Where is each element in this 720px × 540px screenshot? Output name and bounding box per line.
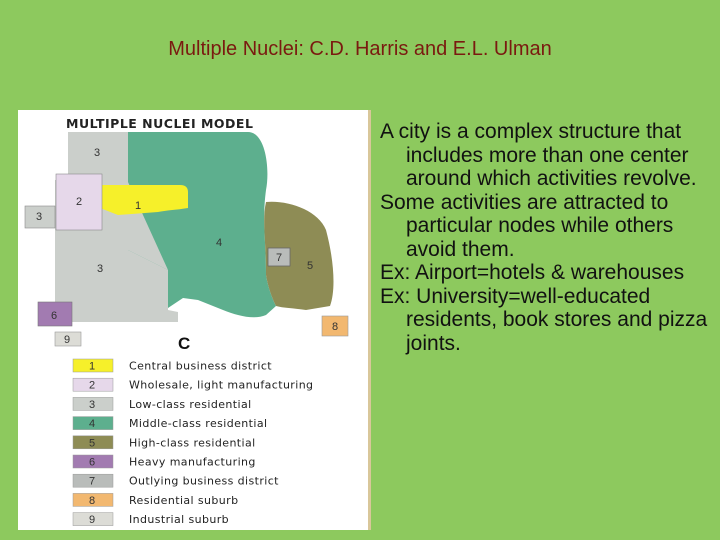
legend-row-1 — [73, 359, 272, 373]
legend-label-3: Low-class residential — [129, 397, 252, 411]
legend-label-1: Central business district — [129, 359, 273, 373]
legend-row-8 — [73, 493, 238, 507]
legend-row-7 — [73, 474, 279, 488]
label-zone-5: 5 — [307, 260, 314, 272]
label-zone-3-main: 3 — [97, 263, 104, 275]
paragraph-1: A city is a complex structure that includes more than one center around which activities revolve. — [380, 120, 697, 190]
label-zone-3-left: 3 — [36, 211, 43, 223]
label-zone-1: 1 — [135, 200, 142, 212]
label-zone-2: 2 — [76, 196, 83, 208]
legend-label-7: Outlying business district — [129, 474, 279, 488]
label-zone-6: 6 — [51, 310, 58, 322]
legend-number-9: 9 — [89, 514, 96, 527]
figure-title: MULTIPLE NUCLEI MODEL — [66, 116, 254, 131]
label-zone-4: 4 — [216, 237, 223, 249]
paragraph-4: Ex: University=well-educated residents, book stores and pizza joints. — [380, 284, 708, 355]
legend-label-8: Residential suburb — [129, 493, 239, 507]
legend-row-2 — [73, 378, 313, 392]
legend-label-2: Wholesale, light manufacturing — [129, 378, 314, 392]
label-zone-7: 7 — [276, 252, 283, 264]
legend-label-5: High-class residential — [129, 436, 256, 450]
legend-row-9 — [73, 513, 229, 527]
legend-number-5: 5 — [89, 437, 96, 450]
legend-number-4: 4 — [89, 418, 96, 431]
multiple-nuclei-figure — [18, 110, 371, 530]
label-zone-9: 9 — [64, 334, 71, 346]
legend-number-1: 1 — [89, 360, 96, 373]
legend-number-3: 3 — [89, 398, 96, 411]
legend-number-8: 8 — [89, 494, 96, 507]
body-text — [380, 120, 710, 355]
legend-label-6: Heavy manufacturing — [129, 455, 256, 469]
label-zone-3-top: 3 — [94, 147, 101, 159]
label-zone-8: 8 — [332, 321, 339, 333]
legend-number-6: 6 — [89, 456, 96, 469]
legend-row-3 — [73, 397, 252, 411]
slide-title: Multiple Nuclei: C.D. Harris and E.L. Ulman — [168, 38, 552, 60]
paragraph-2: Some activities are attracted to particular nodes while others avoid them. — [380, 190, 674, 261]
legend-row-5 — [73, 436, 256, 450]
paragraph-3: Ex: Airport=hotels & warehouses — [380, 261, 685, 284]
model-diagram — [18, 110, 368, 530]
legend-row-6 — [73, 455, 256, 469]
legend-label-4: Middle-class residential — [129, 417, 268, 431]
panel-letter: C — [178, 334, 191, 353]
legend-number-2: 2 — [89, 379, 96, 392]
legend-number-7: 7 — [89, 475, 96, 488]
legend-label-9: Industrial suburb — [129, 513, 230, 527]
legend-row-4 — [73, 417, 267, 431]
